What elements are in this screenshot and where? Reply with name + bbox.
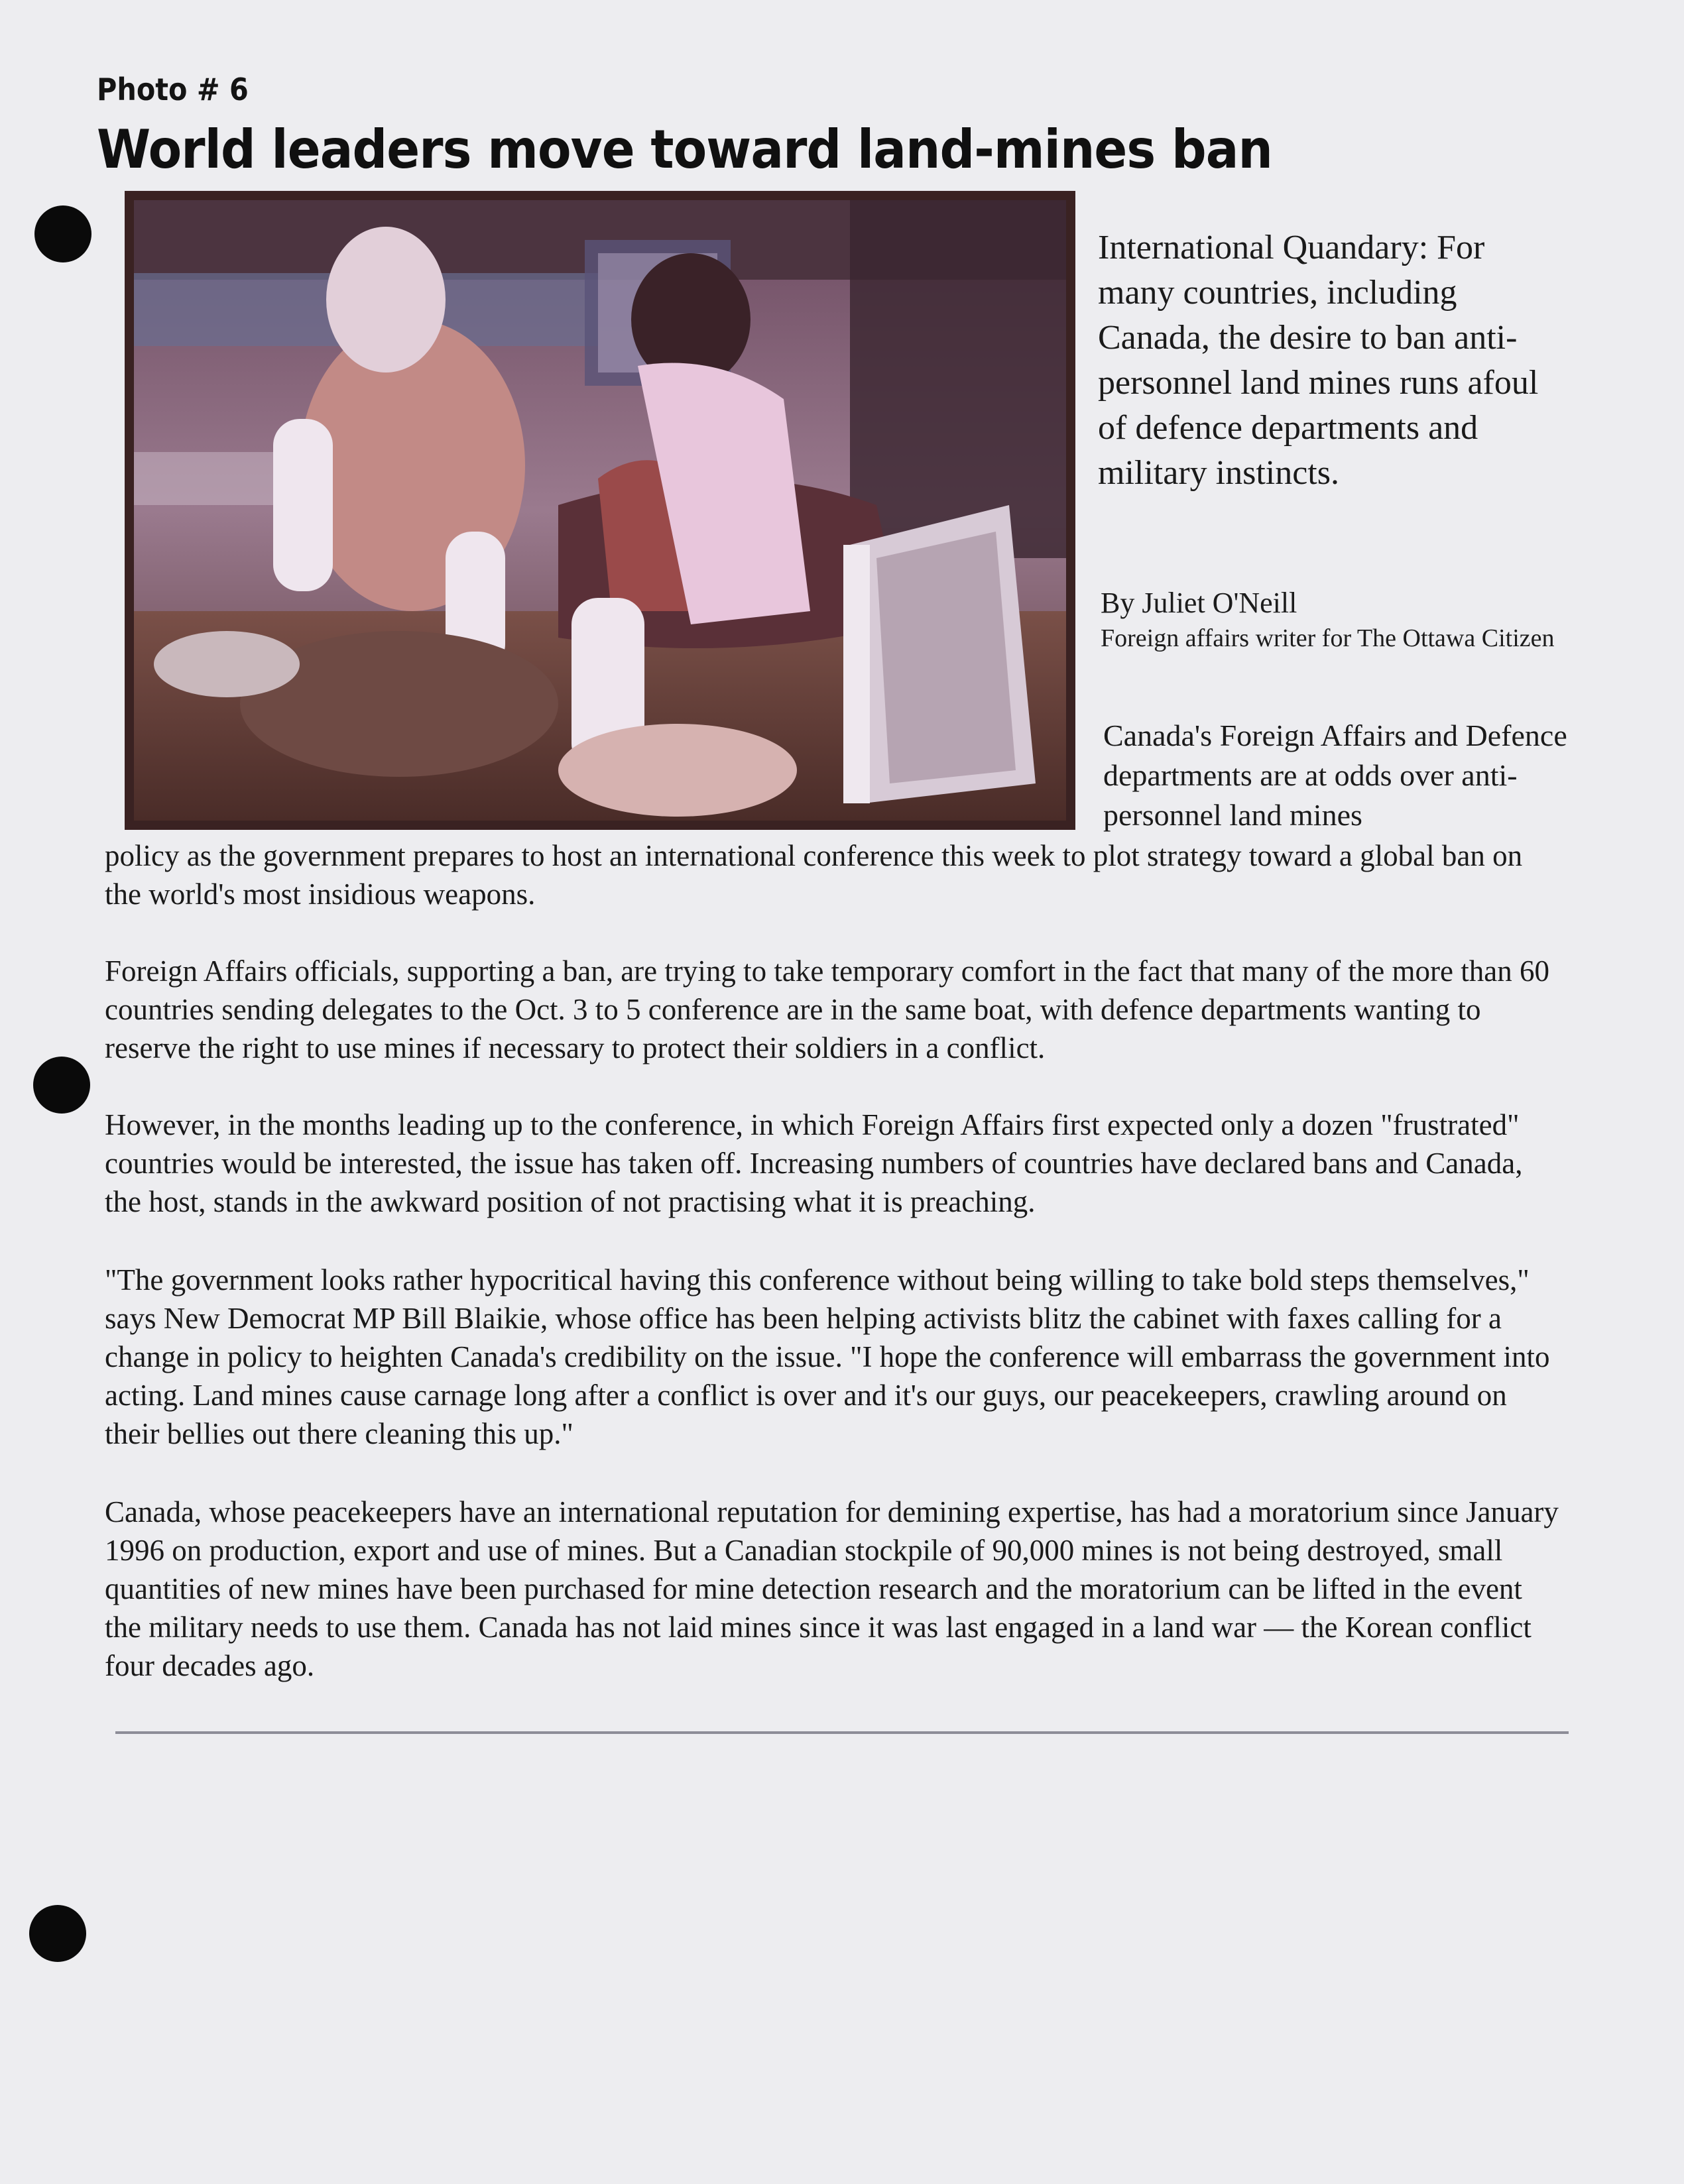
binder-hole-top [34,205,91,262]
photo-image [134,200,1066,821]
article-lead-paragraph: Canada's Foreign Affairs and Defence departments are at odds over anti-personnel land mines [1103,718,1567,832]
byline-role: Foreign affairs writer for The Ottawa Citizen [1101,624,1555,652]
binder-hole-bottom [29,1905,86,1962]
article-deck: International Quandary: For many countries, including Canada, the desire to ban anti-personnel land mines runs afoul of defence departments and military instincts. [1098,229,1539,492]
article-paragraph: policy as the government prepares to host an international conference this week to plot strategy toward a global ban on the world's most insidious weapons. [105,839,1523,911]
article-paragraph: Canada, whose peacekeepers have an international reputation for demining expertise, has had a moratorium since January 1996 on production, export and use of mines. But a Canadian stockpile of 90,000 mines is not being destroyed, small quantities of new mines have been purchased for mine detection research and the moratorium can be lifted in the event the military needs to use them. Canada has not laid mines since it was last engaged in a land war — the Korean conflict four decades ago. [105,1495,1559,1682]
news-photo [125,191,1075,830]
divider-rule [115,1731,1569,1734]
binder-hole-middle [33,1057,90,1114]
article-paragraph: "The government looks rather hypocritical having this conference without being willing to take bold steps themselves," says New Democrat MP Bill Blaikie, whose office has been helping activists blitz the cabinet with faxes calling for a change in policy to heighten Canada's credibility on the issue. "I hope the conference will embarrass the government into acting. Land mines cause carnage long after a conflict is over and it's our guys, our peacekeepers, crawling around on their bellies out there cleaning this up." [105,1263,1550,1450]
byline [1101,585,1565,655]
photo-illustration [134,200,1066,821]
photo-label: Photo # 6 [97,72,249,107]
byline-name: By Juliet O'Neill [1101,587,1297,619]
article-paragraph: However, in the months leading up to the conference, in which Foreign Affairs first expected only a dozen "frustrated" countries would be interested, the issue has taken off. Increasing numbers of countries have declared bans and Canada, the host, stands in the awkward position of not practising what it is preaching. [105,1108,1523,1218]
article-paragraph: Foreign Affairs officials, supporting a ban, are trying to take temporary comfort in the fact that many of the more than 60 countries sending delegates to the Oct. 3 to 5 conference are in the same boat, with defence departments wanting to reserve the right to use mines if necessary to protect their soldiers in a conflict. [105,954,1549,1064]
headline: World leaders move toward land-mines ban [97,119,1273,180]
